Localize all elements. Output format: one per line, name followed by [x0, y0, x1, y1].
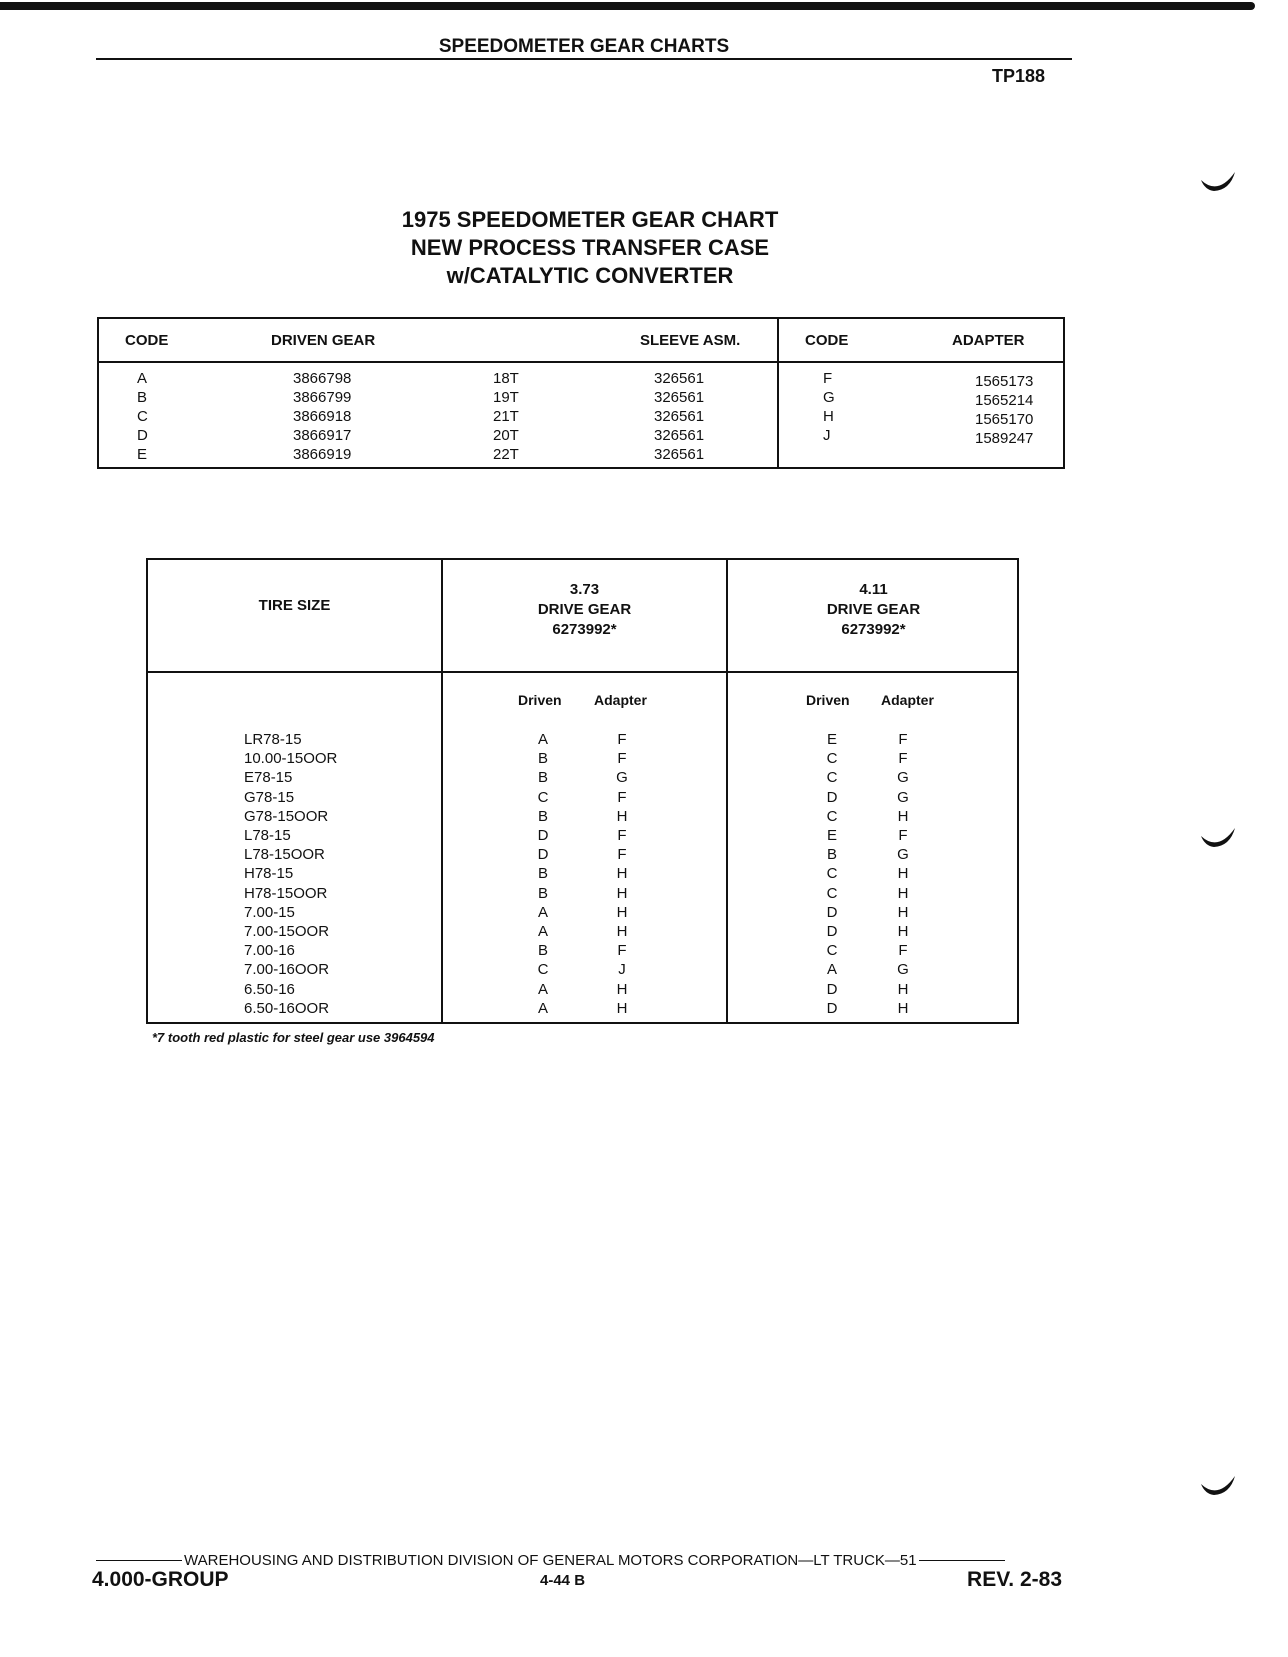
- list-item: G: [616, 769, 628, 787]
- list-item: G78-15OOR: [244, 807, 329, 825]
- list-item: A: [137, 370, 148, 387]
- table-header-rule: [148, 671, 1017, 673]
- list-item: H78-15: [244, 865, 294, 883]
- subheader-driven-373: Driven: [518, 692, 562, 708]
- list-item: A: [537, 731, 548, 748]
- list-item: D: [137, 427, 148, 444]
- list-item: G: [897, 961, 909, 979]
- footer-division-line: [96, 1552, 1060, 1569]
- column-driven-411: [822, 730, 842, 1018]
- list-item: H: [897, 999, 909, 1017]
- list-item: 3866798: [293, 370, 352, 387]
- column-sleeve: [654, 369, 704, 464]
- list-item: A: [537, 923, 548, 941]
- list-item: H: [897, 923, 909, 941]
- list-item: 21T: [493, 408, 519, 425]
- list-item: H: [616, 884, 628, 902]
- footer-division: WAREHOUSING AND DISTRIBUTION DIVISION OF GENERAL MOTORS CORPORATION—LT TRUCK—51: [184, 1552, 917, 1569]
- header-adapter: ADAPTER: [952, 332, 1025, 349]
- subheader-adapter-411: Adapter: [881, 692, 934, 708]
- list-item: A: [826, 961, 837, 979]
- list-item: 7.00-15: [244, 903, 295, 921]
- list-item: F: [617, 731, 627, 748]
- list-item: 326561: [654, 427, 705, 444]
- footer-rule: [96, 1560, 182, 1561]
- list-item: B: [537, 750, 548, 768]
- footer-rule: [919, 1560, 1005, 1561]
- list-item: B: [137, 389, 148, 406]
- punch-hole-mark-icon: [1200, 1474, 1236, 1496]
- list-item: G78-15: [244, 788, 295, 806]
- list-item: E: [826, 827, 837, 845]
- list-item: D: [537, 846, 549, 864]
- chart-title: [300, 206, 880, 290]
- list-item: B: [537, 769, 548, 787]
- list-item: 326561: [654, 446, 705, 463]
- subheader-driven-411: Driven: [806, 692, 850, 708]
- column-adapter-373: [612, 730, 632, 1018]
- table-header-rule: [99, 361, 1063, 363]
- list-item: 19T: [493, 389, 519, 406]
- column-adapter-parts: [975, 372, 1033, 448]
- list-item: 1565170: [975, 411, 1034, 428]
- list-item: F: [898, 731, 908, 748]
- list-item: 6.50-16: [244, 980, 295, 998]
- top-edge-bar: [0, 2, 1255, 10]
- list-item: 7.00-16OOR: [244, 961, 330, 979]
- gear-ratio-373: 3.73: [569, 581, 600, 598]
- header-adapter-code: CODE: [805, 332, 849, 349]
- list-item: H: [897, 807, 909, 825]
- list-item: H: [897, 980, 909, 998]
- list-item: D: [537, 827, 549, 845]
- list-item: L78-15OOR: [244, 846, 325, 864]
- column-driven-373: [533, 730, 553, 1018]
- header-rule: [96, 58, 1072, 60]
- list-item: 18T: [493, 370, 519, 387]
- column-codes: [137, 369, 148, 464]
- list-item: 1565214: [975, 392, 1034, 409]
- list-item: F: [617, 942, 627, 960]
- table-divider: [777, 319, 779, 467]
- list-item: H78-15OOR: [244, 884, 328, 902]
- list-item: G: [897, 788, 909, 806]
- column-teeth: [493, 369, 519, 464]
- list-item: 1565173: [975, 373, 1034, 390]
- list-item: B: [826, 846, 837, 864]
- list-item: H: [616, 903, 628, 921]
- header-tire-size: TIRE SIZE: [258, 597, 331, 614]
- column-driven-parts: [293, 369, 351, 464]
- list-item: 22T: [493, 446, 519, 463]
- list-item: H: [823, 408, 834, 425]
- gear-ratio-411: 4.11: [859, 581, 888, 598]
- list-item: H: [616, 923, 628, 941]
- list-item: 7.00-15OOR: [244, 923, 330, 941]
- list-item: H: [897, 884, 909, 902]
- footer-revision: REV. 2-83: [967, 1568, 1062, 1591]
- list-item: C: [826, 884, 838, 902]
- list-item: F: [898, 827, 908, 845]
- list-item: D: [826, 788, 838, 806]
- list-item: H: [897, 865, 909, 883]
- page-header-title: SPEEDOMETER GEAR CHARTS: [438, 36, 730, 57]
- list-item: H: [616, 999, 628, 1017]
- list-item: C: [537, 961, 549, 979]
- list-item: E: [826, 731, 837, 748]
- list-item: F: [898, 750, 908, 768]
- list-item: F: [898, 942, 908, 960]
- gear-label-411: DRIVE GEAR: [826, 601, 921, 618]
- list-item: A: [537, 903, 548, 921]
- punch-hole-mark-icon: [1200, 826, 1236, 848]
- header-code: CODE: [125, 332, 169, 349]
- list-item: F: [617, 750, 627, 768]
- header-gear-411: [728, 580, 1019, 640]
- list-item: C: [826, 865, 838, 883]
- list-item: D: [826, 980, 838, 998]
- tire-size-table: [146, 558, 1019, 1024]
- list-item: C: [826, 750, 838, 768]
- list-item: H: [616, 865, 628, 883]
- list-item: A: [537, 980, 548, 998]
- list-item: G: [823, 389, 835, 406]
- document-code: TP188: [991, 66, 1045, 86]
- list-item: B: [537, 942, 548, 960]
- list-item: 6.50-16OOR: [244, 999, 330, 1017]
- list-item: H: [616, 980, 628, 998]
- header-sleeve-asm: SLEEVE ASM.: [640, 332, 741, 349]
- column-adapter-411: [893, 730, 913, 1018]
- list-item: B: [537, 865, 548, 883]
- list-item: 7.00-16: [244, 942, 295, 960]
- list-item: B: [537, 807, 548, 825]
- list-item: D: [826, 923, 838, 941]
- list-item: F: [617, 846, 627, 864]
- gear-parts-table: [97, 317, 1065, 469]
- list-item: 3866799: [293, 389, 352, 406]
- list-item: F: [617, 827, 627, 845]
- list-item: 3866918: [293, 408, 352, 425]
- list-item: F: [823, 370, 833, 387]
- list-item: G: [897, 769, 909, 787]
- list-item: 3866917: [293, 427, 352, 444]
- punch-hole-mark-icon: [1200, 170, 1236, 192]
- footnote: *7 tooth red plastic for steel gear use 3964594: [152, 1030, 435, 1045]
- subheader-adapter-373: Adapter: [594, 692, 647, 708]
- list-item: 1589247: [975, 430, 1034, 447]
- list-item: J: [618, 961, 626, 979]
- gear-part-411: 6273992*: [841, 621, 906, 638]
- list-item: 20T: [493, 427, 519, 444]
- list-item: LR78-15: [244, 731, 302, 748]
- list-item: A: [537, 999, 548, 1017]
- list-item: 3866919: [293, 446, 352, 463]
- list-item: C: [826, 807, 838, 825]
- header-driven-gear: DRIVEN GEAR: [271, 332, 376, 349]
- list-item: F: [617, 788, 627, 806]
- list-item: 326561: [654, 389, 705, 406]
- column-adapter-codes: [823, 369, 835, 445]
- list-item: 10.00-15OOR: [244, 750, 338, 768]
- list-item: H: [897, 903, 909, 921]
- list-item: E: [137, 446, 148, 463]
- gear-label-373: DRIVE GEAR: [537, 601, 632, 618]
- list-item: G: [897, 846, 909, 864]
- list-item: J: [823, 427, 831, 444]
- list-item: 326561: [654, 370, 705, 387]
- chart-title-line-1: 1975 SPEEDOMETER GEAR CHART: [401, 207, 779, 232]
- header-gear-373: [443, 580, 726, 640]
- list-item: 326561: [654, 408, 705, 425]
- list-item: C: [826, 942, 838, 960]
- list-item: H: [616, 807, 628, 825]
- gear-part-373: 6273992*: [552, 621, 617, 638]
- list-item: D: [826, 903, 838, 921]
- column-tire-sizes: [244, 730, 337, 1018]
- list-item: C: [137, 408, 148, 425]
- list-item: D: [826, 999, 838, 1017]
- list-item: L78-15: [244, 827, 291, 845]
- chart-title-line-3: w/CATALYTIC CONVERTER: [446, 263, 734, 288]
- list-item: E78-15: [244, 769, 293, 787]
- list-item: B: [537, 884, 548, 902]
- footer-page-number: 4-44 B: [540, 1572, 586, 1589]
- chart-title-line-2: NEW PROCESS TRANSFER CASE: [410, 235, 770, 260]
- list-item: C: [537, 788, 549, 806]
- footer-group: 4.000-GROUP: [92, 1568, 229, 1591]
- list-item: C: [826, 769, 838, 787]
